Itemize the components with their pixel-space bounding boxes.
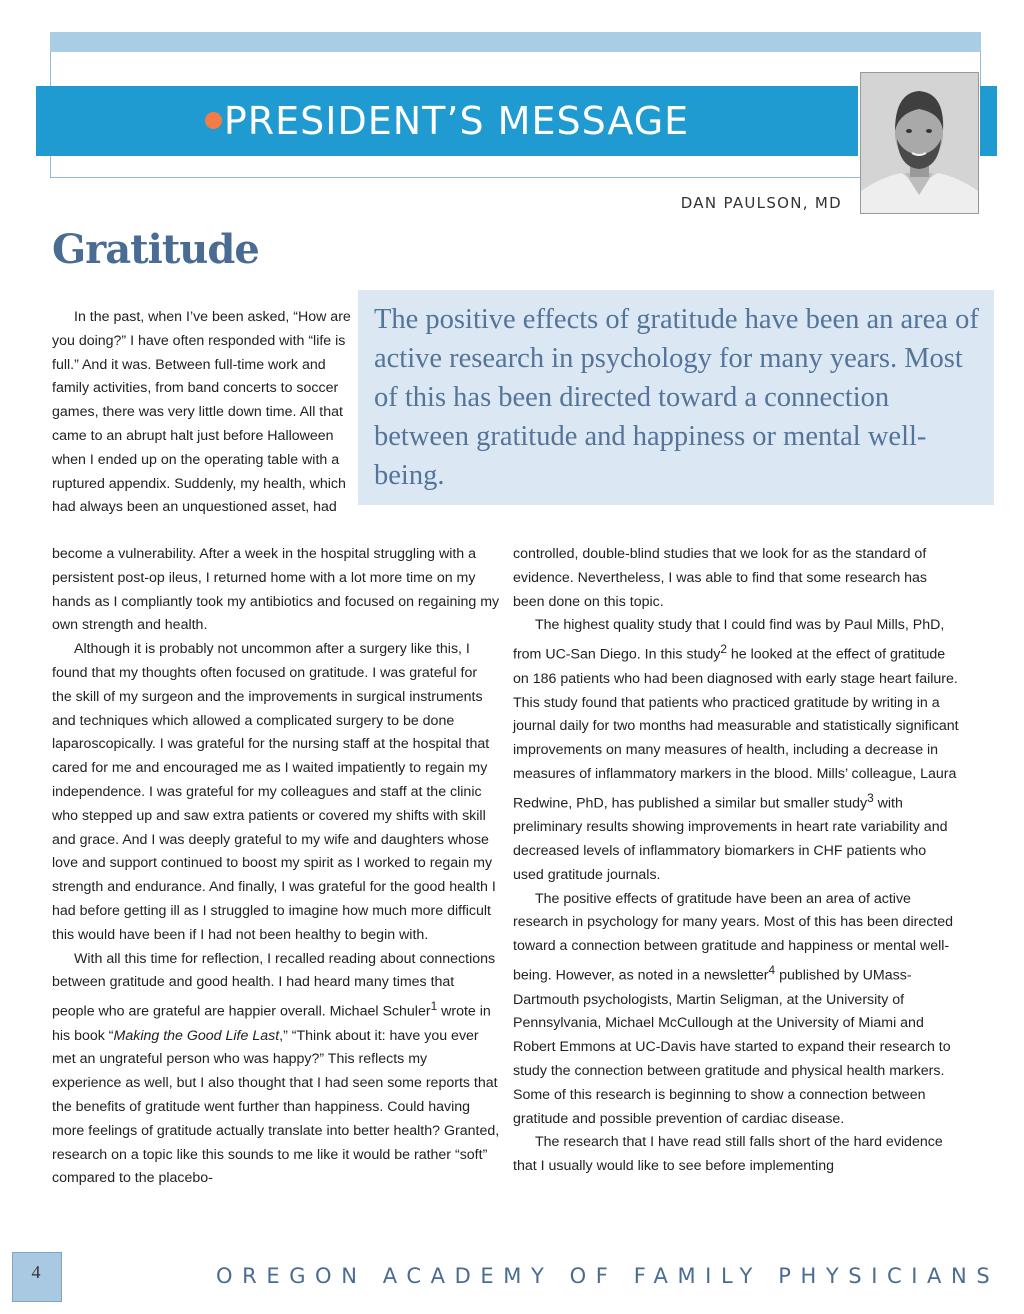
footnote-ref-1: 1 — [430, 999, 438, 1014]
author-photo — [860, 72, 979, 214]
left-column — [52, 543, 500, 1191]
pull-quote — [358, 290, 994, 505]
section-title-text: PRESIDENT’S MESSAGE — [223, 99, 690, 143]
right-column — [513, 543, 959, 1179]
frame-line-right — [980, 52, 981, 86]
intro-column — [52, 306, 352, 520]
paragraph-mills-study — [513, 614, 959, 887]
text-segment: wrote in his book “ — [52, 1003, 491, 1044]
paragraph-continuation: become a vulnerability. After a week in the hospital struggling with a persistent post-op ileus, I returned home with a lot more time on my hands as I compliantly took my antibiotics and focused on regaining my own strength and health. — [52, 546, 500, 634]
article-title: Gratitude — [52, 226, 259, 273]
footnote-ref-4: 4 — [768, 963, 776, 978]
paragraph-research-psychology — [513, 888, 959, 1132]
footnote-ref-3: 3 — [867, 790, 874, 805]
text-segment: he looked at the effect of gratitude on 186 patients who had been diagnosed with early stage heart failure. This study found that patients who practiced gratitude by writing in a journal daily for two months had measurable and statistically significant improvements on many measures of health, including a decrease in measures of inflammatory markers in the blood. Mills’ colleague, Laura Redwine, PhD, has published a similar but smaller study — [513, 646, 959, 812]
bullet-dot-icon — [205, 112, 222, 129]
paragraph-schuler-quote — [52, 948, 500, 1192]
text-segment: The highest quality study that I could find was by Paul Mills, PhD, from UC-San Diego. In this study — [513, 617, 945, 663]
section-banner — [36, 86, 858, 156]
pull-quote-text: The positive effects of gratitude have been an area of active research in psychology for many years. Most of this has been directed toward a connection between gratitude and happiness or mental well-being. — [374, 304, 979, 491]
text-segment: published by UMass-Dartmouth psychologists, Martin Seligman, at the University of Pennsylvania, Michael McCullough at the University of Miami and Robert Emmons at UC-Davis have started to expand their research to study the connection between gratitude and physical health markers. Some of this research is beginning to show a connection between gratitude and possible prevention of cardiac disease. — [513, 967, 951, 1127]
banner-right-tab — [980, 86, 997, 156]
top-decorative-strip — [50, 32, 981, 52]
page-number: 4 — [31, 1262, 41, 1282]
text-segment: The positive effects of gratitude have been an area of active research in psychology for many years. Most of this has been directed toward a connection between gratitude and happiness or mental well-being. However, as noted in a newsletter — [513, 890, 954, 984]
section-title — [36, 86, 858, 156]
text-segment: ,” “Think about it: have you ever met an ungrateful person who was happy?” This reflects my experience as well, but I also thought that I had seen some reports that the benefits of gratitude went further than happiness. Could having more feelings of gratitude actually translate into better health? Granted, research on a topic like this sounds to me like it would be rather “soft” compared to the placebo- — [52, 1027, 500, 1187]
paragraph-gratitude-reflections: Although it is probably not uncommon after a surgery like this, I found that my thoughts often focused on gratitude. I was grateful for the skill of my surgeon and the improvements in surgical instruments and techniques which allowed a complicated surgery to be done laparoscopically. I was grateful for the nursing staff at the hospital that cared for me and encouraged me as I waited impatiently to regain my independence. I was grateful for my colleagues and staff at the clinic who stepped up and saw extra patients or covered my shifts with skill and grace. And I was deeply grateful to my wife and daughters whose love and support continued to boost my spirit as I worked to regain my strength and endurance. And finally, I was grateful for the good health I had before getting ill as I struggled to imagine how much more difficult this would have been if I had not been healthy to begin with. — [52, 641, 496, 943]
paragraph-evidence: controlled, double-blind studies that we look for as the standard of evidence. Nevertheless, I was able to find that some research has been done on this topic. — [513, 546, 928, 610]
author-portrait-icon — [861, 73, 978, 213]
footer-organization: OREGON ACADEMY OF FAMILY PHYSICIANS — [216, 1264, 1000, 1288]
book-title: Making the Good Life Last — [113, 1027, 280, 1044]
intro-paragraph: In the past, when I’ve been asked, “How are you doing?” I have often responded with “life is full.” And it was. Between full-time work and family activities, from band concerts to soccer games, there was very little down time. All that came to an abrupt halt just before Halloween when I ended up on the operating table with a ruptured appendix. Suddenly, my health, which had always been an unquestioned asset, had — [52, 309, 351, 516]
text-segment: with preliminary results showing improvements in heart rate variability and decreased levels of inflammatory biomarkers in CHF patients who used gratitude journals. — [513, 795, 948, 883]
paragraph-hard-evidence: The research that I have read still falls short of the hard evidence that I usually would like to see before implementing — [513, 1134, 943, 1175]
author-name: DAN PAULSON, MD — [680, 194, 842, 212]
frame-line-bottom — [50, 177, 860, 178]
text-segment: With all this time for reflection, I recalled reading about connections between gratitude and good health. I had heard many times that people who are grateful are happier overall. Michael Schuler — [52, 950, 496, 1020]
footnote-ref-2: 2 — [720, 642, 727, 657]
